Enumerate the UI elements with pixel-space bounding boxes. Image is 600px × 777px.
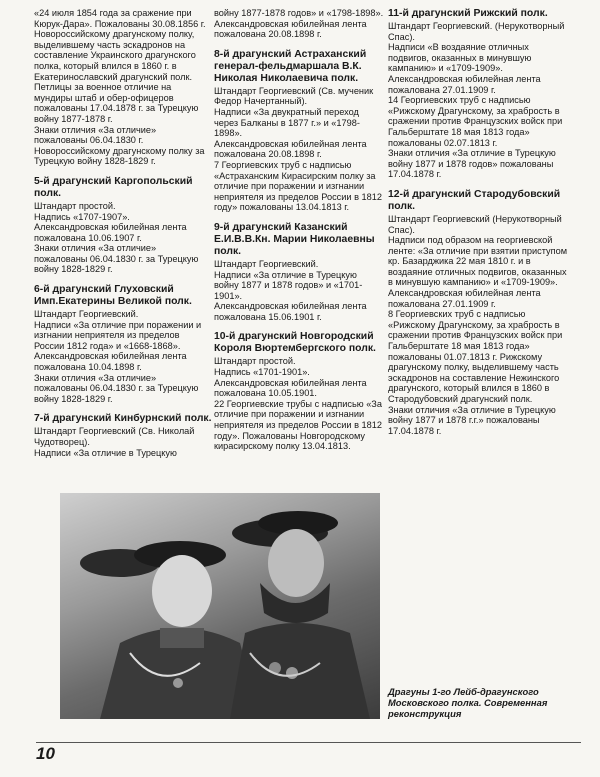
paragraph: Александровская юбилейная лента пожалована 27.01.1909 г. bbox=[388, 288, 541, 309]
regiment-heading: 8-й драгунский Астраханский генерал-фельдмаршала В.К. Николая Николаевича полк. bbox=[214, 48, 367, 84]
paragraph: Петлицы за военное отличие на мундиры штаб и обер-офицеров пожалованы 17.04.1878 г. за Турецкую войну 1877-1878 г. bbox=[34, 82, 199, 124]
paragraph: Надпись «1707-1907». bbox=[34, 211, 130, 222]
paragraph: Александровская юбилейная лента пожалована 10.05.1901. bbox=[214, 377, 367, 399]
regiment-12-section bbox=[388, 189, 568, 436]
paragraph: Александровская юбилейная лента пожалована 15.06.1901 г. bbox=[214, 301, 367, 322]
photo-caption: Драгуны 1-го Лейб-драгунского Московского полка. Современная реконструкция bbox=[388, 686, 548, 719]
paragraph: Знаки отличия «За отличие в Турецкую войну 1877 и 1878 годов» пожалованы 17.04.1878 г. bbox=[388, 148, 556, 180]
paragraph: Штандарт Георгиевский. (Нерукотворный Спас). bbox=[388, 21, 565, 42]
paragraph: «24 июля 1854 года за сражение при Кюрук-Дара». Пожалованы 30.08.1856 г. Новороссийскому драгунскому полку, выделившему часть эскадронов на составление Украинского драгунского полка, который влился в 1860 г. в Екатеринославский драгунский полк. bbox=[34, 8, 206, 82]
paragraph: Надписи «В воздаяние отличных подвигов, оказанных в минувшую кампанию» и «1709-1909». bbox=[388, 42, 532, 74]
paragraph: 14 Георгиевских труб с надписью «Рижскому Драгунскому, за храбрость в сражении против Французских войск при Гальберштате 18 мая 1813 года» пожалованы 02.07.1813 г. bbox=[388, 95, 563, 148]
paragraph: Александровская юбилейная лента пожалована 10.04.1898 г. bbox=[34, 351, 187, 373]
regiment-heading: 10-й драгунский Новгородский Короля Вюртембергского полк. bbox=[214, 331, 376, 355]
regiment-heading: 12-й драгунский Стародубовский полк. bbox=[388, 188, 561, 212]
paragraph: Знаки отличия «За отличие» пожалованы 06.04.1830 г. bbox=[34, 124, 157, 146]
paragraph: Штандарт Георгиевский. bbox=[34, 309, 139, 320]
paragraph: Штандарт Георгиевский (Нерукотворный Спас). bbox=[388, 213, 562, 235]
column-3 bbox=[388, 8, 568, 445]
paragraph: Александровская юбилейная лента пожалована 27.01.1909 г. bbox=[388, 73, 541, 95]
paragraph: Надписи «За двукратный переход через Балканы в 1877 г.» и «1798-1898». bbox=[214, 106, 360, 139]
paragraph: Александровская юбилейная лента пожалована 20.08.1898 г. bbox=[214, 18, 367, 40]
regiment-heading: 7-й драгунский Кинбурнский полк. bbox=[34, 413, 212, 425]
regiment-5-section bbox=[34, 176, 212, 275]
page-number: 10 bbox=[36, 744, 55, 763]
paragraph: Штандарт Георгиевский (Св. Николай Чудотворец). bbox=[34, 426, 195, 447]
column-2 bbox=[214, 8, 384, 461]
photo-illustration bbox=[60, 493, 380, 719]
paragraph: Александровская юбилейная лента пожалована 10.06.1907 г. bbox=[34, 222, 187, 243]
footer-divider bbox=[36, 742, 581, 743]
paragraph: 22 Георгиевские трубы с надписью «За отличие при поражении и изгнании неприятеля из пределов России в 1812 году». Пожалованы Новгородскому кирасирскому полку 13.04.1813. bbox=[214, 398, 382, 452]
paragraph: Надписи «За отличие в Турецкую bbox=[34, 447, 177, 458]
dragoons-photo bbox=[60, 493, 380, 719]
regiment-7-section bbox=[34, 413, 212, 458]
paragraph: Штандарт Георгиевский (Св. мученик Федор Начертанный). bbox=[214, 85, 374, 107]
regiment-heading: 6-й драгунский Глуховский Имп.Екатерины Великой полк. bbox=[34, 284, 192, 308]
paragraph: Новороссийскому драгунскому полку за Турецкую войну 1828-1829 г. bbox=[34, 145, 205, 167]
intro-section bbox=[34, 8, 212, 167]
regiment-heading: 5-й драгунский Каргопольский полк. bbox=[34, 175, 193, 199]
paragraph: 7 Георгиевских труб с надписью «Астраханским Кирасирским полку за отличие при поражении и изгнании неприятеля из пределов России в 1812 году» пожалованы 13.04.1813 г. bbox=[214, 159, 382, 213]
regiment-heading: 9-й драгунский Казанский Е.И.В.В.Кн. Марии Николаевны полк. bbox=[214, 221, 375, 257]
paragraph: Надпись «1701-1901». bbox=[214, 367, 310, 378]
regiment-8-section bbox=[214, 49, 384, 213]
column-1 bbox=[34, 8, 212, 467]
paragraph: Надписи «За отличие в Турецкую войну 1877 и 1878 годов» и «1701-1901». bbox=[214, 269, 363, 301]
paragraph: Знаки отличия «За отличие» пожалованы 06.04.1830 г. за Турецкую войну 1828-1829 г. bbox=[34, 372, 199, 404]
regiment-10-section bbox=[214, 331, 384, 451]
paragraph: войну 1877-1878 годов» и «1798-1898». bbox=[214, 8, 384, 18]
paragraph: Штандарт простой. bbox=[214, 356, 296, 367]
paragraph: Александровская юбилейная лента пожалована 20.08.1898 г. bbox=[214, 138, 367, 160]
paragraph: Надписи «За отличие при поражении и изгнании неприятеля из пределов России 1812 года» и «1668-1868». bbox=[34, 319, 202, 351]
regiment-11-section bbox=[388, 8, 568, 180]
regiment-9-section bbox=[214, 222, 384, 323]
paragraph: Надписи под образом на георгиевской ленте: «За отличие при взятии приступом кр. Базарджика 22 мая 1810 г. и в воздаяние отличных подвигов, оказанных в минувшую кампанию» и «1709-1909». bbox=[388, 235, 568, 288]
regiment-heading: 11-й драгунский Рижский полк. bbox=[388, 8, 548, 19]
regiment-6-section bbox=[34, 284, 212, 404]
paragraph: Штандарт Георгиевский. bbox=[214, 258, 319, 269]
paragraph: Знаки отличия «За отличие» пожалованы 06.04.1830 г. за Турецкую войну 1828-1829 г. bbox=[34, 243, 199, 275]
paragraph: 8 Георгиевских труб с надписью «Рижскому Драгунскому, за храбрость в сражении против Французских войск при Гальберштате 18 мая 1813 года» пожалованы 01.07.1813 г. Рижскому драгунскому полку, выделившему часть эскадронов на составление Нежинского драгунского, который влился в 1860 в Стародубовский драгунский полк. bbox=[388, 309, 563, 404]
paragraph: Штандарт простой. bbox=[34, 200, 116, 211]
intro-section bbox=[214, 8, 384, 40]
paragraph: Знаки отличия «За отличие в Турецкую войну 1877 и 1878 г.г.» пожалованы 17.04.1878 г. bbox=[388, 404, 556, 436]
